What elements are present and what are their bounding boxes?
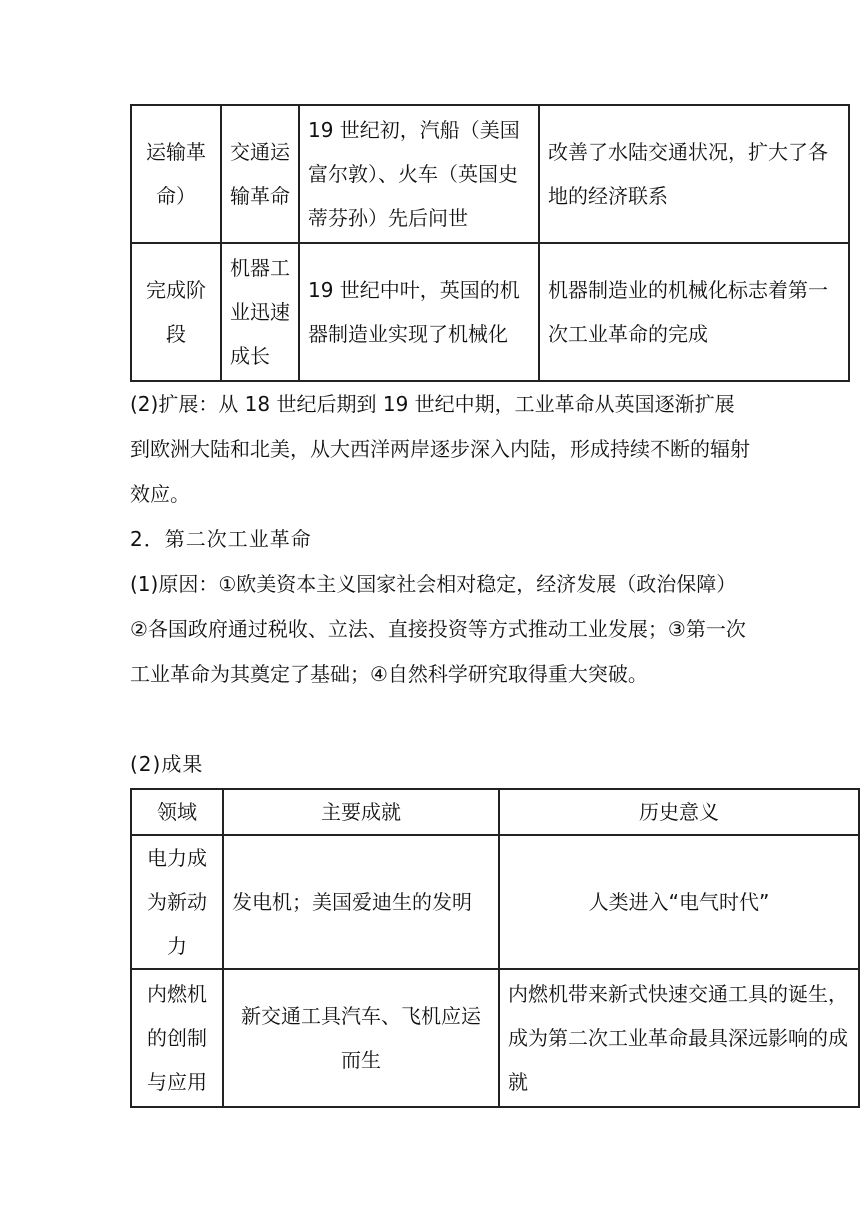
table-cell: 内燃机的创制与应用 — [131, 969, 223, 1107]
table-cell: 人类进入“电气时代” — [499, 835, 859, 969]
table-header-cell: 历史意义 — [499, 789, 859, 835]
second-revolution-table — [130, 788, 860, 1108]
table-cell: 机器制造业的机械化标志着第一次工业革命的完成 — [539, 243, 849, 381]
table-row — [131, 105, 849, 243]
table-cell: 完成阶段 — [131, 243, 221, 381]
table-cell: 内燃机带来新式快速交通工具的诞生，成为第二次工业革命最具深远影响的成就 — [499, 969, 859, 1107]
results-heading: (2)成果 — [130, 752, 204, 776]
section2-heading: 2．第二次工业革命 — [130, 527, 312, 551]
first-revolution-table — [130, 104, 850, 382]
table-row — [131, 243, 849, 381]
table-cell: 发电机；美国爱迪生的发明 — [223, 835, 499, 969]
table-header-cell: 领域 — [131, 789, 223, 835]
table-cell: 19 世纪初，汽船（美国富尔敦）、火车（英国史蒂芬孙）先后问世 — [299, 105, 539, 243]
table-cell: 交通运输革命 — [221, 105, 299, 243]
table-row — [131, 835, 859, 969]
table-cell: 新交通工具汽车、飞机应运而生 — [223, 969, 499, 1107]
expand-paragraph: (2)扩展：从 18 世纪后期到 19 世纪中期，工业革命从英国逐渐扩展到欧洲大陆和北美，从大西洋两岸逐步深入内陆，形成持续不断的辐射效应。 — [130, 392, 750, 506]
table-cell: 运输革命） — [131, 105, 221, 243]
table-row — [131, 969, 859, 1107]
table-header-row — [131, 789, 859, 835]
table-cell: 19 世纪中叶，英国的机器制造业实现了机械化 — [299, 243, 539, 381]
cause-paragraph: (1)原因：①欧美资本主义国家社会相对稳定，经济发展（政治保障）②各国政府通过税收、立法、直接投资等方式推动工业发展；③第一次工业革命为其奠定了基础；④自然科学研究取得重大突破。 — [130, 572, 746, 686]
table-cell: 电力成为新动力 — [131, 835, 223, 969]
table-cell: 改善了水陆交通状况，扩大了各地的经济联系 — [539, 105, 849, 243]
table-cell: 机器工业迅速成长 — [221, 243, 299, 381]
table-header-cell: 主要成就 — [223, 789, 499, 835]
